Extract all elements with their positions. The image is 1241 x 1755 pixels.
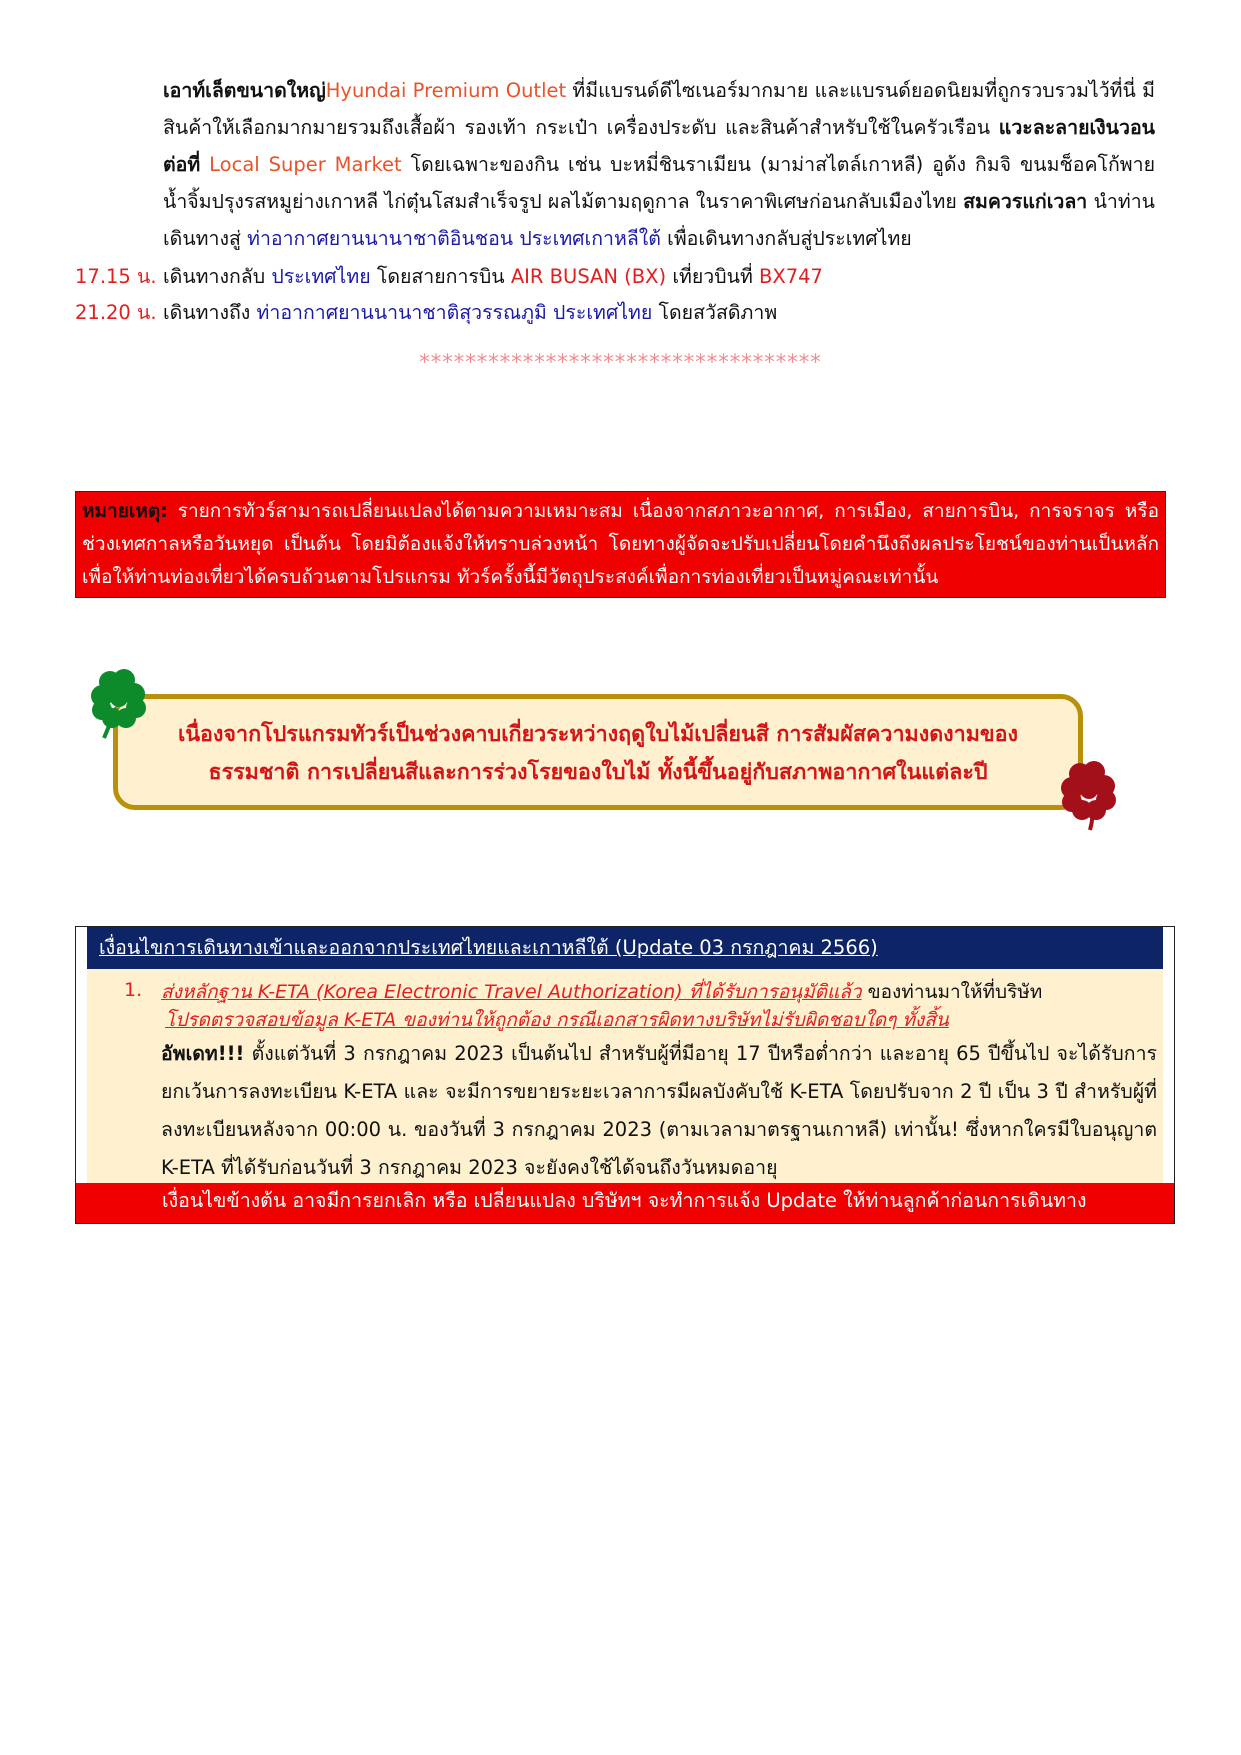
outlet-description: ที่มีแบรนด์ดีไซเนอร์มากมาย และแบรนด์ยอดนิยมที่ถูกรวบรวมไว้ที่นี่ มีสินค้าให้เลือกมากมายรวมถึงเสื้อผ้า รองเท้า กระเป๋า เครื่องประดับ และสินค้าสำหรับใช้ในครัวเรือน bbox=[163, 79, 1155, 139]
update-text: ตั้งแต่วันที่ 3 กรกฎาคม 2023 เป็นต้นไป สำหรับผู้ที่มีอายุ 17 ปีหรือต่ำกว่า และอายุ 65 ปีขึ้นไป จะได้รับการยกเว้นการลงทะเบียน K-ETA และ จะมีการขยายระยะเวลาการมีผลบังคับใช้ K-ETA โดยปรับจาก 2 ปี เป็น 3 ปี สำหรับผู้ที่ลงทะเบียนหลังจาก 00:00 น. ของวันที่ 3 กรกฎาคม 2023 (ตามเวลามาตรฐานเกาหลี) เท่านั้น! ซึ่งหากใครมีใบอนุญาต K-ETA ที่ได้รับก่อนวันที่ 3 กรกฎาคม 2023 จะยังคงใช้ได้จนถึงวันหมดอายุ bbox=[161, 1042, 1157, 1179]
outlet-heading: เอาท์เล็ตขนาดใหญ่ bbox=[163, 79, 326, 102]
keta-update-paragraph bbox=[161, 1035, 1157, 1187]
arrival-text: เดินทางถึง bbox=[163, 301, 257, 324]
conditions-body bbox=[87, 969, 1163, 1183]
remark-text: รายการทัวร์สามารถเปลี่ยนแปลงได้ตามความเหมาะสม เนื่องจากสภาวะอากาศ, การเมือง, สายการบิน, การจราจร หรือช่วงเทศกาลหรือวันหยุด เป็นต้น โดยมิต้องแจ้งให้ทราบล่วงหน้า โดยทางผู้จัดจะปรับเปลี่ยนโดยคำนึงถึงผลประโยชน์ของท่านเป็นหลัก เพื่อให้ท่านท่องเที่ยวได้ครบถ้วนตามโปรแกรม ทัวร์ครั้งนี้มีวัตถุประสงค์เพื่อการท่องเที่ยวเป็นหมู่คณะเท่านั้น bbox=[82, 500, 1159, 588]
conditions-footer-text: เงื่อนไขข้างต้น อาจมีการยกเลิก หรือ เปลี่ยนแปลง บริษัทฯ จะทำการแจ้ง Update ให้ท่านลูกค้าก่อนการเดินทาง bbox=[162, 1189, 1087, 1212]
departure-time: 17.15 น. bbox=[75, 265, 157, 288]
conditions-header: เงื่อนไขการเดินทางเข้าและออกจากประเทศไทยและเกาหลีใต้ (Update 03 กรกฎาคม 2566) bbox=[87, 927, 1163, 969]
green-clover-icon bbox=[88, 666, 154, 740]
autumn-notice-line-2: ธรรมชาติ การเปลี่ยนสีและการร่วงโรยของใบไม้ ทั้งนี้ขึ้นอยู่กับสภาพอากาศในแต่ละปี bbox=[208, 760, 988, 785]
flight-number: BX747 bbox=[759, 265, 823, 288]
timeline-row-departure bbox=[75, 262, 823, 292]
star-separator: *********************************** bbox=[419, 350, 822, 374]
keta-requirement bbox=[161, 977, 1042, 1007]
remark-box bbox=[75, 491, 1166, 598]
keta-requirement-italic: ส่งหลักฐาน K-ETA (Korea Electronic Travel Authorization) ที่ได้รับการอนุมัติแล้ว bbox=[161, 981, 862, 1003]
time-heading: สมควรแก่เวลา bbox=[963, 190, 1088, 213]
red-clover-icon bbox=[1058, 758, 1124, 832]
transfer-text: นำท่านเดินทางสู่ bbox=[163, 190, 1155, 250]
arrival-safety: โดยสวัสดิภาพ bbox=[652, 301, 778, 324]
incheon-airport: ท่าอากาศยานนานาชาติอินชอน ประเทศเกาหลีใต้ bbox=[247, 227, 661, 250]
travel-conditions-table bbox=[75, 926, 1175, 1224]
autumn-notice-text bbox=[118, 716, 1078, 792]
keta-requirement-plain: ของท่านมาให้ที่บริษัท bbox=[861, 981, 1043, 1003]
market-brand: Local Super Market bbox=[209, 153, 402, 176]
autumn-notice-box bbox=[113, 694, 1083, 810]
return-text: เพื่อเดินทางกลับสู่ประเทศไทย bbox=[660, 227, 912, 250]
keta-check-warning: โปรดตรวจสอบข้อมูล K-ETA ของท่านให้ถูกต้อง กรณีเอกสารผิดทางบริษัทไม่รับผิดชอบใดๆ ทั้งสิ้น bbox=[165, 1009, 949, 1031]
airline-name: AIR BUSAN (BX) bbox=[510, 265, 667, 288]
item-number: 1. bbox=[124, 979, 143, 1001]
day-itinerary-paragraph bbox=[163, 72, 1155, 257]
arrival-time: 21.20 น. bbox=[75, 301, 157, 324]
flight-text: เที่ยวบินที่ bbox=[666, 265, 759, 288]
departure-destination: ประเทศไทย bbox=[271, 265, 371, 288]
market-heading: แวะละลายเงินวอนต่อที่ bbox=[163, 116, 1155, 176]
airline-text: โดยสายการบิน bbox=[370, 265, 511, 288]
autumn-notice-line-1: เนื่องจากโปรแกรมทัวร์เป็นช่วงคาบเกี่ยวระหว่างฤดูใบไม้เปลี่ยนสี การสัมผัสความงดงามของ bbox=[177, 722, 1019, 747]
departure-text: เดินทางกลับ bbox=[163, 265, 272, 288]
remark-label: หมายเหตุ: bbox=[82, 500, 168, 522]
market-description: โดยเฉพาะของกิน เช่น บะหมี่ชินราเมียน (มาม่าสไตล์เกาหลี) อูด้ง กิมจิ ขนมช็อคโก้พาย น้ำจิ้มปรุงรสหมูย่างเกาหลี ไก่ตุ๋นโสมสำเร็จรูป ผลไม้ตามฤดูกาล ในราคาพิเศษก่อนกลับเมืองไทย bbox=[163, 153, 1155, 213]
outlet-brand: Hyundai Premium Outlet bbox=[325, 79, 567, 102]
timeline-row-arrival bbox=[75, 298, 777, 328]
arrival-airport: ท่าอากาศยานนานาชาติสุวรรณภูมิ ประเทศไทย bbox=[256, 301, 653, 324]
conditions-footer bbox=[76, 1183, 1174, 1223]
update-label: อัพเดท!!! bbox=[161, 1042, 245, 1065]
